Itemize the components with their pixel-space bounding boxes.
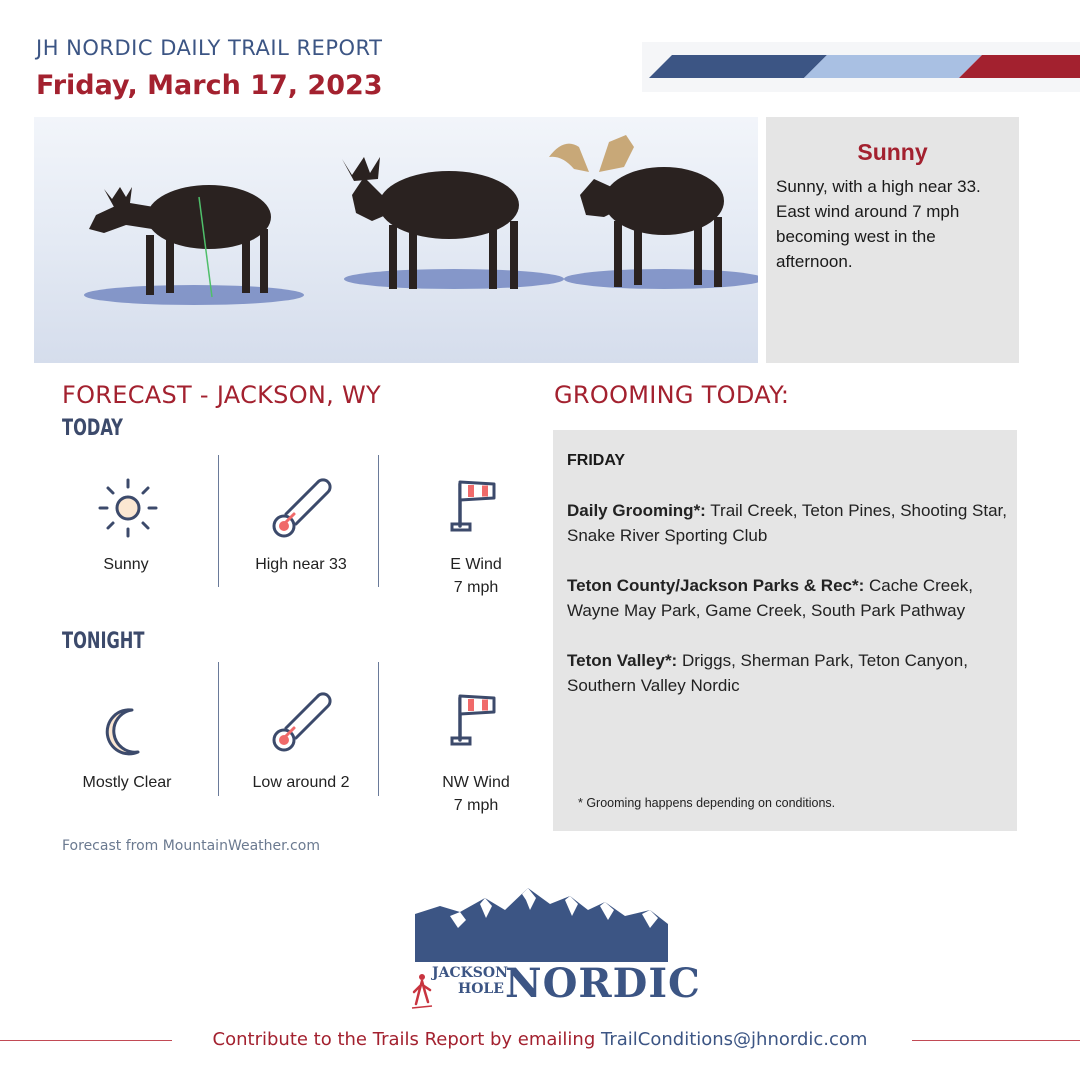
sun-icon — [96, 476, 160, 545]
tonight-wind-direction: NW Wind — [442, 774, 510, 791]
divider — [378, 662, 379, 796]
logo-text-hole: HOLE — [458, 981, 504, 997]
footer-text: Contribute to the Trails Report by emailing — [212, 1029, 601, 1050]
tonight-sky-label: Mostly Clear — [82, 774, 172, 791]
grooming-entry-heading: Daily Grooming*: — [567, 501, 706, 520]
grooming-note: * Grooming happens depending on conditions. — [578, 796, 836, 810]
thermometer-icon — [268, 474, 334, 545]
weather-summary-title: Sunny — [857, 139, 928, 165]
forecast-credit: Forecast from MountainWeather.com — [62, 838, 320, 854]
logo-text-nordic: NORDIC — [505, 960, 701, 1007]
moose-photo — [34, 117, 758, 363]
grooming-entry — [567, 498, 1007, 548]
jackson-hole-nordic-logo — [410, 884, 670, 969]
today-temp-label: High near 33 — [255, 556, 347, 573]
divider — [378, 455, 379, 587]
divider — [218, 455, 219, 587]
footer-contribute — [0, 1029, 1080, 1050]
moon-icon — [104, 706, 150, 761]
tonight-wind-label — [420, 771, 532, 817]
decorative-stripes — [642, 42, 1080, 92]
grooming-title: GROOMING TODAY: — [554, 381, 790, 409]
divider — [218, 662, 219, 796]
today-wind-speed: 7 mph — [453, 579, 499, 596]
grooming-panel — [553, 430, 1017, 831]
tonight-temp-label: Low around 2 — [252, 774, 350, 791]
today-label: TODAY — [62, 416, 123, 441]
thermometer-icon — [268, 688, 334, 759]
grooming-entry-heading: Teton County/Jackson Parks & Rec*: — [567, 576, 865, 595]
grooming-entry-text: Driggs, Sherman Park, Teton Canyon, Southern Valley Nordic — [567, 651, 968, 695]
grooming-entry-heading: Teton Valley*: — [567, 651, 678, 670]
tonight-label: TONIGHT — [62, 629, 145, 654]
footer-email-link[interactable]: TrailConditions@jhnordic.com — [601, 1029, 868, 1050]
grooming-entry-text: Cache Creek, Wayne May Park, Game Creek, South Park Pathway — [567, 576, 973, 620]
windsock-icon — [444, 690, 504, 755]
weather-summary-text: Sunny, with a high near 33. East wind around 7 mph becoming west in the afternoon. — [776, 177, 981, 271]
skier-icon — [410, 972, 434, 1017]
forecast-title: FORECAST - JACKSON, WY — [62, 381, 381, 409]
today-wind-label — [420, 553, 532, 599]
grooming-entry-text: Trail Creek, Teton Pines, Shooting Star, Snake River Sporting Club — [567, 501, 1007, 545]
grooming-entry — [567, 648, 1007, 698]
logo-text-jackson: JACKSON — [432, 965, 508, 981]
windsock-icon — [444, 476, 504, 541]
report-date: Friday, March 17, 2023 — [36, 70, 383, 101]
tonight-wind-speed: 7 mph — [453, 797, 499, 814]
grooming-entry — [567, 573, 1007, 623]
today-wind-direction: E Wind — [450, 556, 502, 573]
grooming-day: FRIDAY — [567, 452, 626, 469]
today-sky-label: Sunny — [103, 556, 149, 573]
weather-summary-panel — [766, 117, 1019, 363]
report-title: JH NORDIC DAILY TRAIL REPORT — [36, 36, 383, 60]
